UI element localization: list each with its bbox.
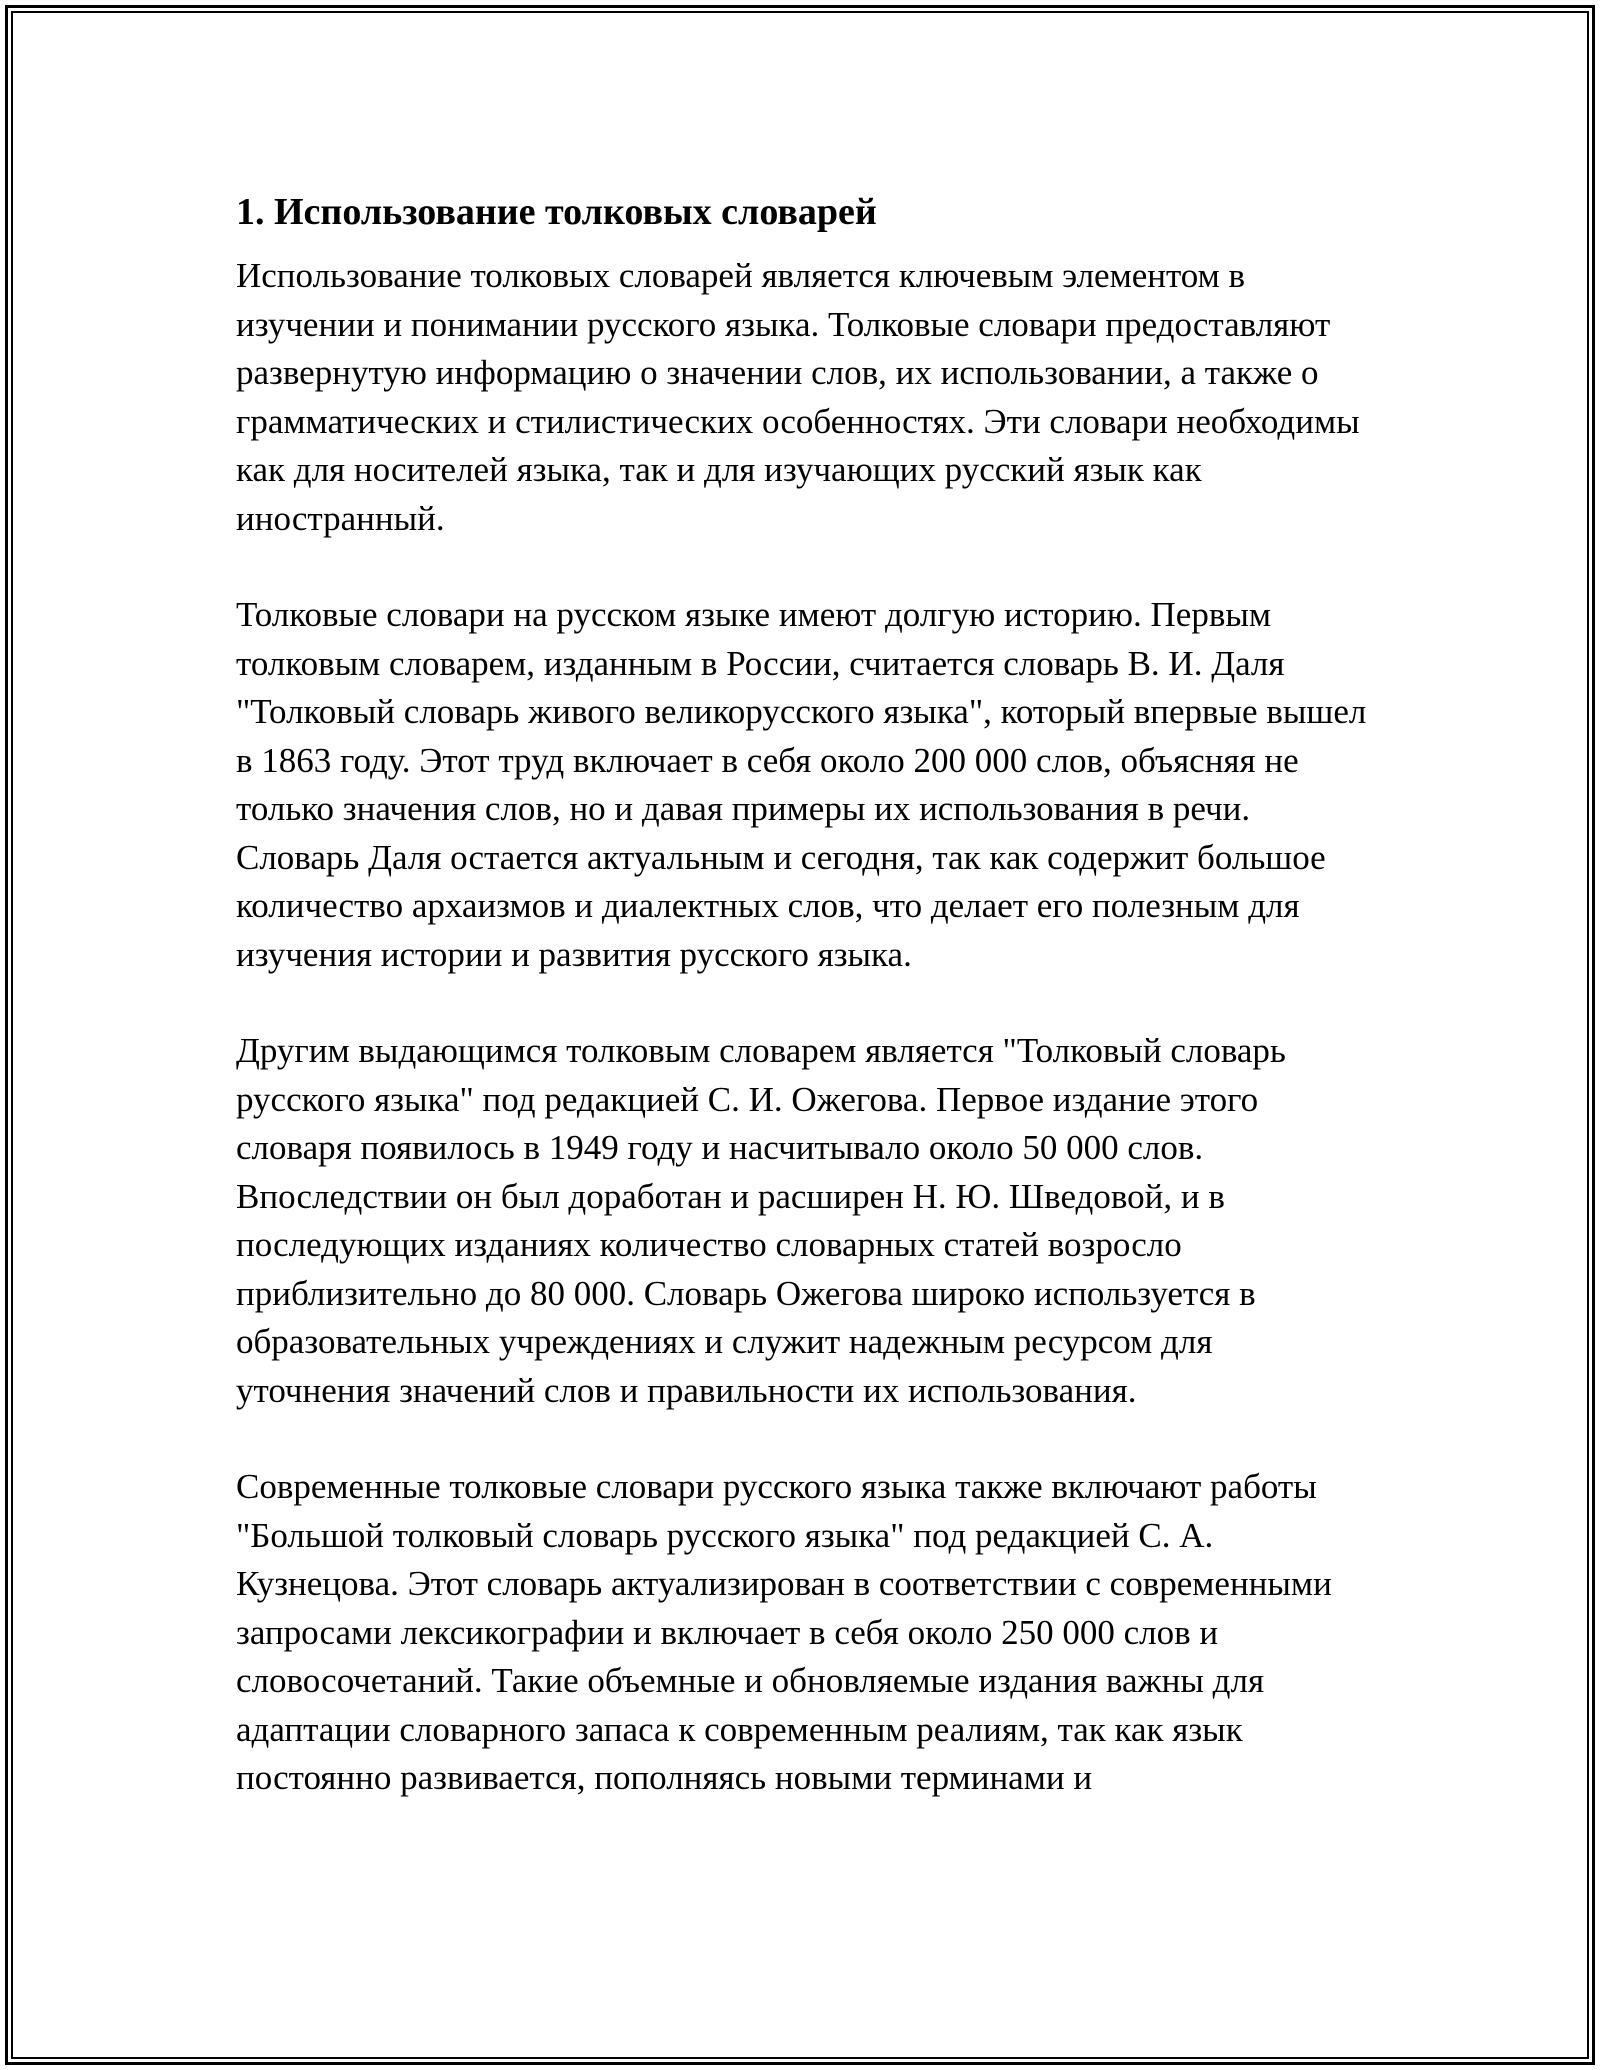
document-body (236, 186, 1370, 1803)
section-heading: 1. Использование толковых словарей (236, 191, 877, 233)
paragraph-2: Толковые словари на русском языке имеют долгую историю. Первым толковым словарем, изданным в России, считается словарь В. И. Даля "Толковый словарь живого великорусского языка", который впервые вышел в 1863 году. Этот труд включает в себя около 200 000 слов, объясняя не только значения слов, но и давая примеры их использования в речи. Словарь Даля остается актуальным и сегодня, так как содержит большое количество архаизмов и диалектных слов, что делает его полезным для изучения истории и развития русского языка. (236, 595, 1367, 974)
paragraph-3: Другим выдающимся толковым словарем является "Толковый словарь русского языка" под редакцией С. И. Ожегова. Первое издание этого словаря появилось в 1949 году и насчитывало около 50 000 слов. Впоследствии он был доработан и расширен Н. Ю. Шведовой, и в последующих изданиях количество словарных статей возросло приблизительно до 80 000. Словарь Ожегова широко используется в образовательных учреждениях и служит надежным ресурсом для уточнения значений слов и правильности их использования. (236, 1031, 1286, 1410)
paragraph-4: Современные толковые словари русского языка также включают работы "Большой толковый словарь русского языка" под редакцией С. А. Кузнецова. Этот словарь актуализирован в соответствии с современными запросами лексикографии и включает в себя около 250 000 слов и словосочетаний. Такие объемные и обновляемые издания важны для адаптации словарного запаса к современным реалиям, так как язык постоянно развивается, пополняясь новыми терминами и (236, 1467, 1332, 1797)
paragraph-1: Использование толковых словарей является ключевым элементом в изучении и понимании русского языка. Толковые словари предоставляют развернутую информацию о значении слов, их использовании, а также о грамматических и стилистических особенностях. Эти словари необходимы как для носителей языка, так и для изучающих русский язык как иностранный. (236, 256, 1360, 538)
